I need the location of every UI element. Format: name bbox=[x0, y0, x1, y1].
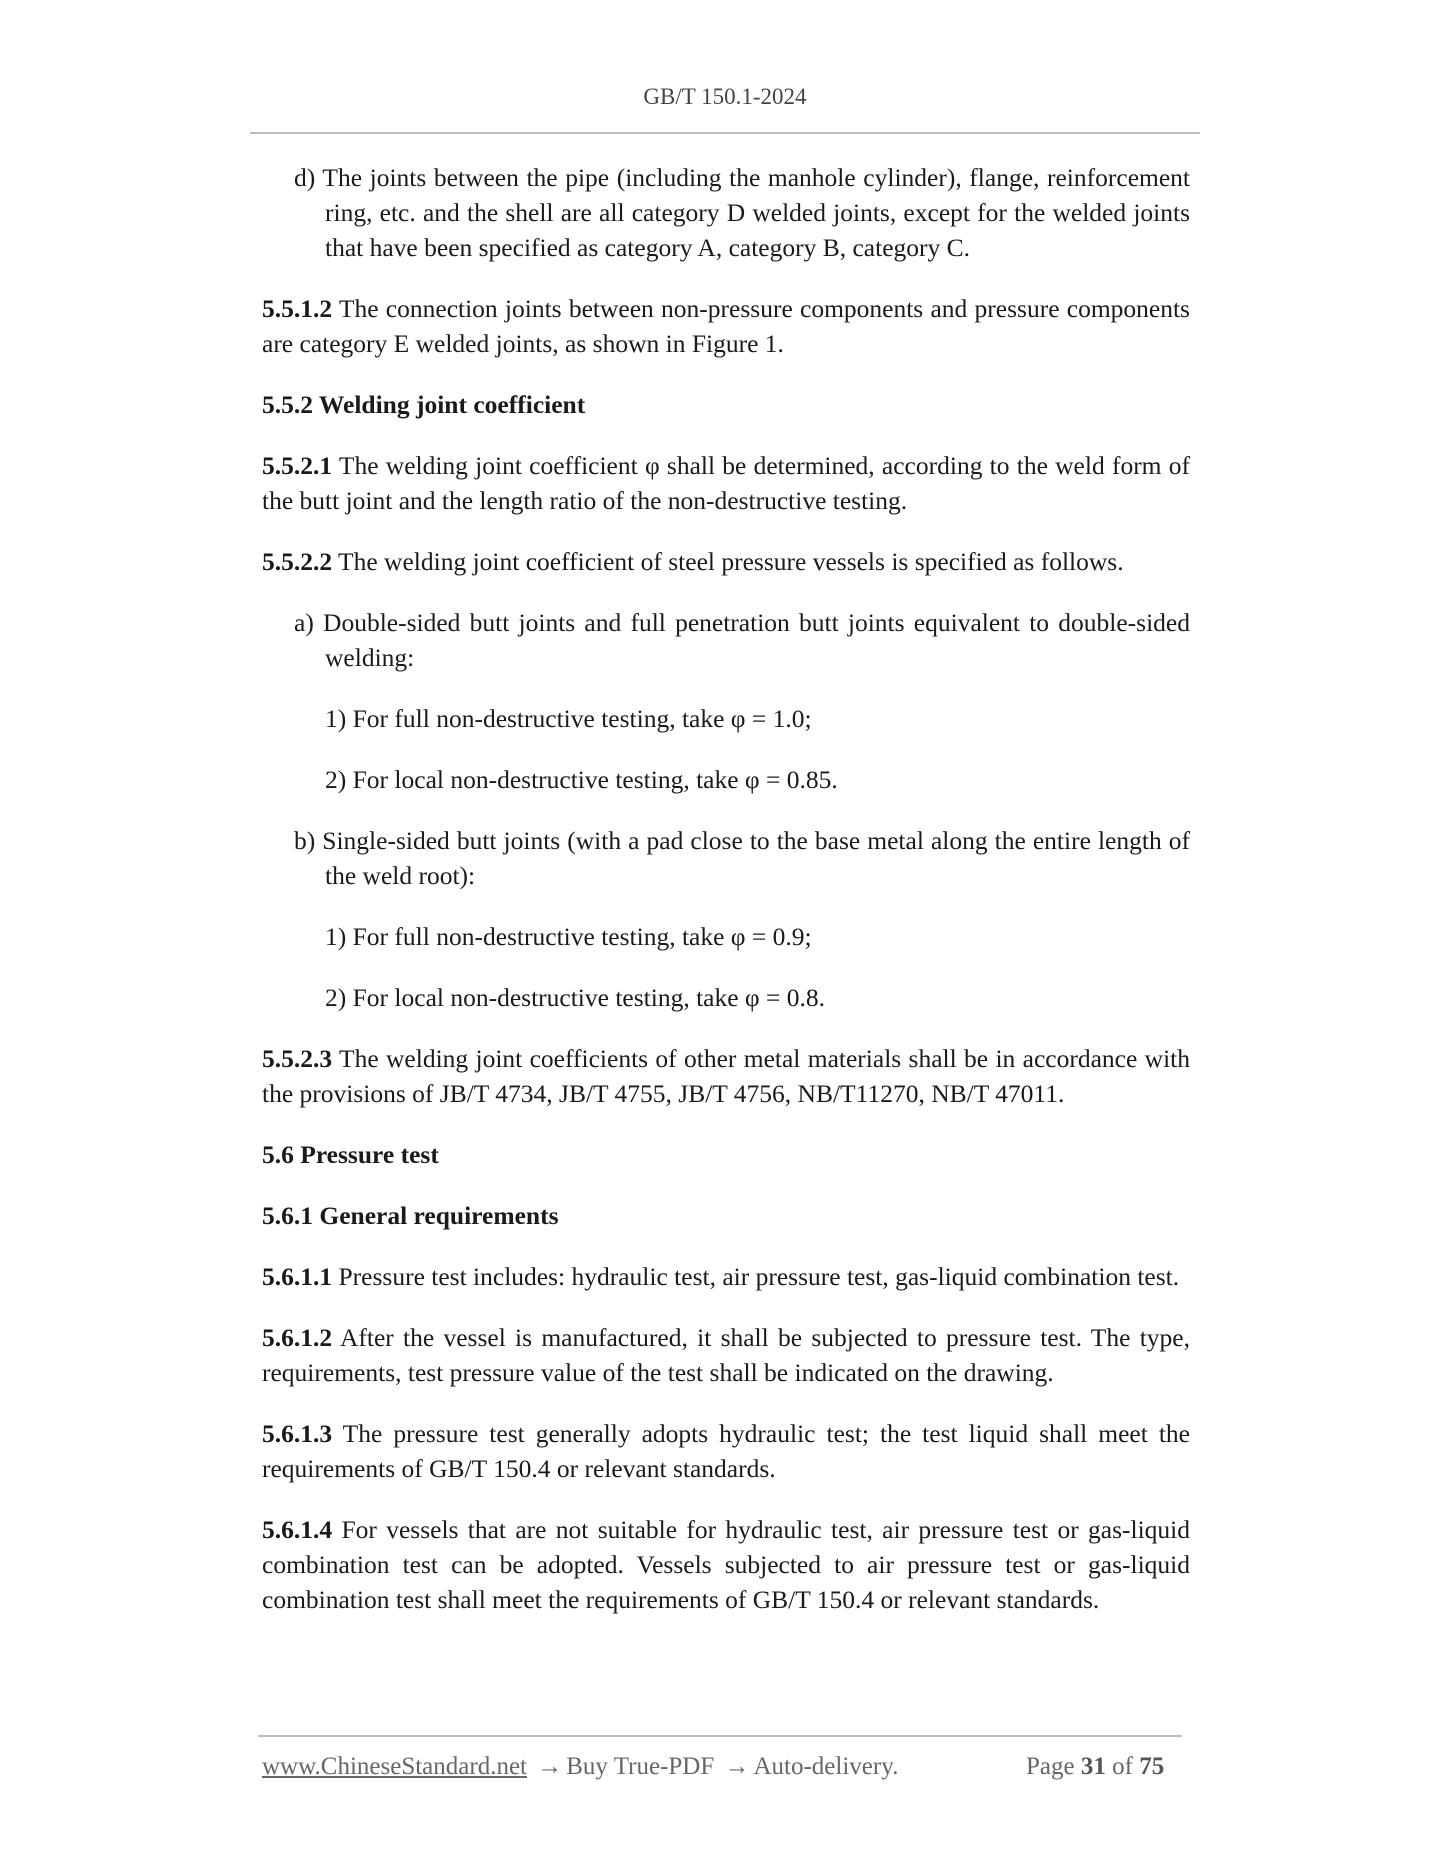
document-body bbox=[262, 160, 1190, 1643]
clause-5-6-1-1 bbox=[262, 1259, 1190, 1294]
clause-5-6-1-2 bbox=[262, 1320, 1190, 1390]
list-item-d: d) The joints between the pipe (including the manhole cylinder), flange, reinforcement ring, etc. and the shell are all category D welded joints, except for the welded joints that have been specified as category A, category B, category C. bbox=[294, 163, 1190, 262]
clause-number: 5.5.2.1 bbox=[262, 451, 333, 480]
arrow-right-icon: → bbox=[537, 1753, 563, 1780]
clause-text: The welding joint coefficient of steel pressure vessels is specified as follows. bbox=[332, 547, 1124, 576]
clause-number: 5.5.2.2 bbox=[262, 547, 333, 576]
list-subitem-b-1: 1) For full non-destructive testing, take φ = 0.9; bbox=[325, 922, 812, 951]
footer-promo bbox=[262, 1753, 898, 1781]
header-divider bbox=[250, 132, 1200, 134]
current-page-number: 31 bbox=[1080, 1753, 1106, 1780]
clause-number: 5.5.2.3 bbox=[262, 1044, 333, 1073]
list-subitem-a-2: 2) For local non-destructive testing, take φ = 0.85. bbox=[325, 765, 838, 794]
heading-5-6-1: 5.6.1 General requirements bbox=[262, 1201, 559, 1230]
clause-number: 5.6.1.1 bbox=[262, 1262, 333, 1291]
clause-number: 5.5.1.2 bbox=[262, 294, 333, 323]
clause-text: For vessels that are not suitable for hydraulic test, air pressure test or gas-liquid combination test can be adopted. Vessels subjected to air pressure test or gas-liquid combination test shall meet the requirements of GB/T 150.4 or relevant standards. bbox=[262, 1515, 1190, 1614]
clause-5-6-1-4 bbox=[262, 1512, 1190, 1617]
clause-text: After the vessel is manufactured, it shall be subjected to pressure test. The type, requirements, test pressure value of the test shall be indicated on the drawing. bbox=[262, 1323, 1190, 1387]
page-indicator bbox=[1026, 1753, 1164, 1781]
heading-5-6: 5.6 Pressure test bbox=[262, 1140, 439, 1169]
website-link[interactable]: www.ChineseStandard.net bbox=[262, 1753, 527, 1780]
clause-text: The welding joint coefficient φ shall be determined, according to the weld form of the butt joint and the length ratio of the non-destructive testing. bbox=[262, 451, 1190, 515]
footer-divider bbox=[258, 1735, 1182, 1737]
clause-text: The welding joint coefficients of other metal materials shall be in accordance with the provisions of JB/T 4734, JB/T 4755, JB/T 4756, NB/T11270, NB/T 47011. bbox=[262, 1044, 1190, 1108]
clause-5-5-2-3 bbox=[262, 1041, 1190, 1111]
list-subitem-a-1: 1) For full non-destructive testing, take φ = 1.0; bbox=[325, 704, 812, 733]
buy-pdf-text: Buy True-PDF bbox=[566, 1753, 715, 1780]
of-label: of bbox=[1112, 1753, 1133, 1780]
document-header-title: GB/T 150.1-2024 bbox=[643, 84, 807, 109]
list-item-b: b) Single-sided butt joints (with a pad close to the base metal along the entire length of the weld root): bbox=[294, 826, 1190, 890]
clause-5-5-2-1 bbox=[262, 448, 1190, 518]
list-item-a: a) Double-sided butt joints and full penetration butt joints equivalent to double-sided welding: bbox=[294, 608, 1190, 672]
clause-5-5-2-2 bbox=[262, 544, 1190, 579]
clause-text: Pressure test includes: hydraulic test, air pressure test, gas-liquid combination test. bbox=[332, 1262, 1180, 1291]
clause-text: The pressure test generally adopts hydraulic test; the test liquid shall meet the requirements of GB/T 150.4 or relevant standards. bbox=[262, 1419, 1190, 1483]
clause-5-6-1-3 bbox=[262, 1416, 1190, 1486]
clause-5-5-1-2 bbox=[262, 291, 1190, 361]
clause-number: 5.6.1.2 bbox=[262, 1323, 333, 1352]
clause-number: 5.6.1.4 bbox=[262, 1515, 333, 1544]
page-label: Page bbox=[1026, 1753, 1075, 1780]
clause-text: The connection joints between non-pressure components and pressure components are category E welded joints, as shown in Figure 1. bbox=[262, 294, 1190, 358]
auto-delivery-text: Auto-delivery. bbox=[753, 1753, 899, 1780]
heading-5-5-2: 5.5.2 Welding joint coefficient bbox=[262, 390, 586, 419]
total-pages-number: 75 bbox=[1139, 1753, 1165, 1780]
list-subitem-b-2: 2) For local non-destructive testing, take φ = 0.8. bbox=[325, 983, 826, 1012]
arrow-right-icon: → bbox=[724, 1753, 750, 1780]
clause-number: 5.6.1.3 bbox=[262, 1419, 333, 1448]
